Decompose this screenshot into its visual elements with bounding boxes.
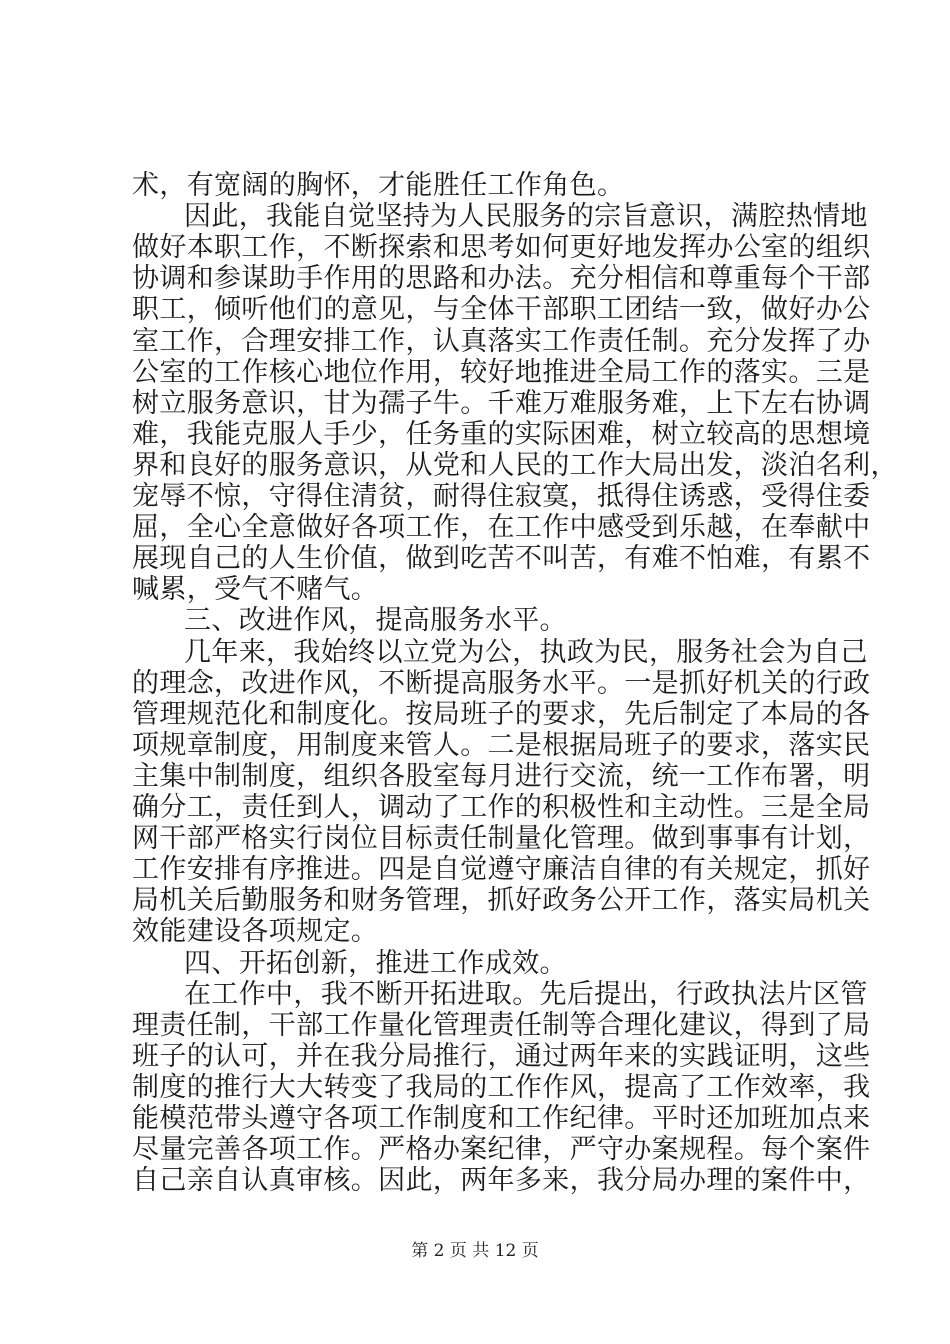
text-line: 职工，倾听他们的意见，与全体干部职工团结一致，做好办公 — [132, 294, 871, 325]
text-line: 班子的认可，并在我分局推行，通过两年来的实践证明，这些 — [132, 1041, 871, 1072]
text-line: 能模范带头遵守各项工作制度和工作纪律。平时还加班加点来 — [132, 1103, 871, 1134]
text-line: 的理念，改进作风，不断提高服务水平。一是抓好机关的行政 — [132, 668, 871, 699]
text-line: 确分工，责任到人，调动了工作的积极性和主动性。三是全局 — [132, 792, 871, 823]
paragraph-first-line: 几年来，我始终以立党为公，执政为民，服务社会为自己 — [184, 637, 868, 668]
text-line: 理责任制，干部工作量化管理责任制等合理化建议，得到了局 — [132, 1010, 871, 1041]
text-line: 做好本职工作，不断探索和思考如何更好地发挥办公室的组织 — [132, 232, 871, 263]
text-line: 树立服务意识，甘为孺子牛。千难万难服务难，上下左右协调 — [132, 388, 871, 419]
text-line: 屈，全心全意做好各项工作，在工作中感受到乐越，在奉献中 — [132, 512, 871, 543]
text-line: 项规章制度，用制度来管人。二是根据局班子的要求，落实民 — [132, 730, 871, 761]
text-line: 协调和参谋助手作用的思路和办法。充分相信和尊重每个干部 — [132, 263, 871, 294]
text-line: 宠辱不惊，守得住清贫，耐得住寂寞，抵得住诱惑，受得住委 — [132, 481, 871, 512]
text-line: 主集中制制度，组织各股室每月进行交流，统一工作布署，明 — [132, 761, 871, 792]
section-heading: 四、开拓创新，推进工作成效。 — [184, 948, 567, 979]
paragraph-first-line: 因此，我能自觉坚持为人民服务的宗旨意识，满腔热情地 — [184, 201, 868, 232]
text-line: 公室的工作核心地位作用，较好地推进全局工作的落实。三是 — [132, 357, 871, 388]
text-line: 制度的推行大大转变了我局的工作作风，提高了工作效率，我 — [132, 1072, 871, 1103]
text-line: 喊累，受气不赌气。 — [132, 574, 379, 605]
text-line: 网干部严格实行岗位目标责任制量化管理。做到事事有计划， — [132, 823, 871, 854]
text-line: 展现自己的人生价值，做到吃苦不叫苦，有难不怕难，有累不 — [132, 543, 871, 574]
text-line: 管理规范化和制度化。按局班子的要求，先后制定了本局的各 — [132, 699, 871, 730]
text-line: 室工作，合理安排工作，认真落实工作责任制。充分发挥了办 — [132, 326, 871, 357]
paragraph-first-line: 在工作中，我不断开拓进取。先后提出，行政执法片区管 — [184, 979, 868, 1010]
text-line: 局机关后勤服务和财务管理，抓好政务公开工作，落实局机关 — [132, 885, 871, 916]
text-line: 难，我能克服人手少，任务重的实际困难，树立较高的思想境 — [132, 419, 871, 450]
section-heading: 三、改进作风，提高服务水平。 — [184, 605, 567, 636]
text-line: 尽量完善各项工作。严格办案纪律，严守办案规程。每个案件 — [132, 1134, 871, 1165]
text-line: 自己亲自认真审核。因此，两年多来，我分局办理的案件中， — [132, 1165, 871, 1196]
text-line: 界和良好的服务意识，从党和人民的工作大局出发，淡泊名利， — [132, 450, 898, 481]
text-line: 术，有宽阔的胸怀，才能胜任工作角色。 — [132, 170, 625, 201]
text-line: 效能建设各项规定。 — [132, 916, 379, 947]
text-line: 工作安排有序推进。四是自觉遵守廉洁自律的有关规定，抓好 — [132, 854, 871, 885]
page-footer: 第 2 页 共 12 页 — [411, 1241, 539, 1261]
